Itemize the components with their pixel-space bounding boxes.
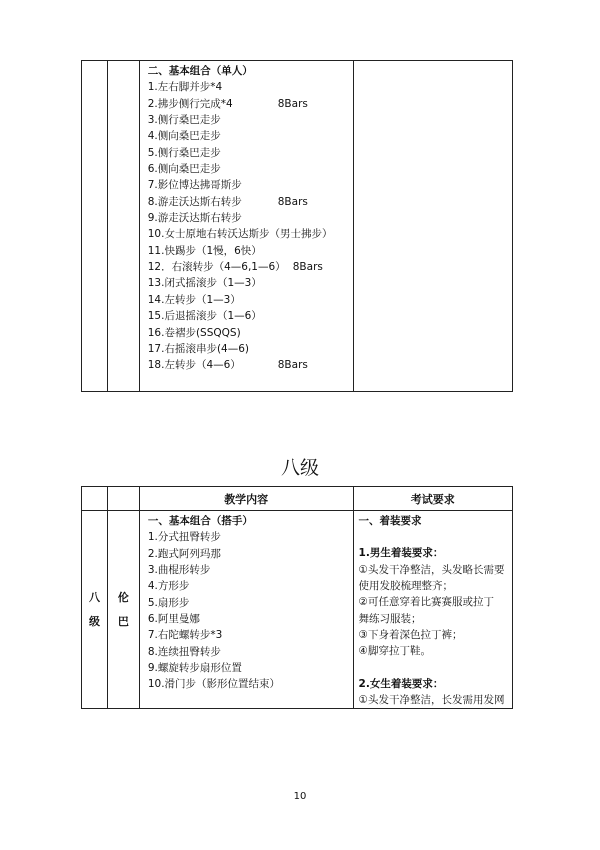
dance-char: 伦 [117,590,129,604]
female-title: 2.女生着装要求： [358,677,444,690]
combo-list [140,61,353,374]
bars-count: 8Bars [277,195,308,208]
dance-cell [107,61,139,392]
list-item [148,96,353,112]
table-row [82,61,513,392]
requirements-cell [353,511,512,709]
list-item-text: 12．右滚转步（4—6,1—6） [147,261,286,274]
level-cell [82,511,108,709]
list-item-text: 4.侧向桑巴走步 [147,130,221,143]
list-item: 6.阿里曼娜 [147,613,200,626]
list-item: 2.跑式阿列玛那 [147,547,221,560]
list-item-text: 14.左转步（1—3） [147,293,241,306]
list-item: 1.分式扭臀转步 [147,531,221,544]
list-item: 10.滑门步（影形位置结束） [147,678,281,691]
requirement-line: ④脚穿拉丁鞋。 [358,645,431,658]
list-item-text: 15.后退摇滚步（1—6） [147,310,262,323]
header-empty-2 [107,487,139,511]
list-item-text: 2.拂步侧行完成*4 [147,97,233,110]
dance-char: 巴 [117,614,129,628]
list-item [148,161,353,177]
list-item: 7.右陀螺转步*3 [147,629,223,642]
page-number: 10 [293,791,307,802]
list-item [148,243,353,259]
header-content: 教学内容 [139,487,353,511]
requirement-line: ①头发干净整洁，长发需用发网 [358,694,505,707]
requirement-line: 舞练习服装； [358,612,422,625]
list-item: 5.扇形步 [147,596,190,609]
requirements-title: 一、着装要求 [358,515,422,527]
list-item [148,357,353,373]
list-item-text: 17.右摇滚串步(4—6) [147,342,250,355]
requirement-line: ②可任意穿着比赛赛服或拉丁 [358,596,494,609]
list-item: 8.连续扭臀转步 [147,645,221,658]
list-item [148,226,353,242]
combo-items [148,79,353,373]
list-item [148,177,353,193]
level-cell [82,61,108,392]
list-item [148,292,353,308]
table-row [82,511,513,709]
list-item-text: 16.卷褶步(SSQQS) [147,326,241,339]
list-item [148,194,353,210]
level-table [81,486,513,709]
section-title: 一、基本组合（搭手） [147,515,253,527]
list-item: 9.螺旋转步扇形位置 [147,662,242,675]
male-title: 1.男生着装要求： [358,547,444,560]
requirement-line: ③下身着深色拉丁裤； [358,629,463,642]
spacer [359,529,512,545]
section-title: 二、基本组合（单人） [147,65,253,77]
level-char: 级 [88,614,100,628]
content-cell [139,61,353,392]
list-item [148,325,353,341]
list-item-text: 1.左右脚并步*4 [147,81,223,94]
list-item [148,79,353,95]
list-item-text: 6.侧向桑巴走步 [147,163,221,176]
combo-list [140,511,353,693]
bars-count: 8Bars [292,261,323,274]
list-item-text: 3.侧行桑巴走步 [147,114,221,127]
list-item: 4.方形步 [147,580,190,593]
content-cell [139,511,353,709]
requirements-cell [353,61,512,392]
header-requirements: 考试要求 [353,487,512,511]
list-item-text: 10.女士原地右转沃达斯步（男士拂步） [147,228,333,241]
list-item-text: 11.快踢步（1慢，6快） [147,244,262,257]
list-item-text: 13.闭式摇滚步（1—3） [147,277,262,290]
dance-cell [107,511,139,709]
list-item [148,210,353,226]
header-row [82,487,513,511]
header-empty-1 [82,487,108,511]
list-item-text: 18.左转步（4—6） [147,359,241,372]
list-item [148,128,353,144]
level-title: 八级 [280,457,319,479]
list-item: 3.曲棍形转步 [147,564,211,577]
requirement-line: ①头发干净整洁，头发略长需要 [358,563,505,576]
bars-count: 8Bars [277,97,308,110]
list-item [148,259,353,275]
bars-count: 8Bars [277,359,308,372]
list-item-text: 5.侧行桑巴走步 [147,146,221,159]
list-item-text: 7.影位博达拂哥斯步 [147,179,242,192]
list-item [148,275,353,291]
requirements-text [354,511,512,708]
list-item [148,308,353,324]
spacer [359,660,512,676]
list-item [148,145,353,161]
list-item [148,341,353,357]
top-table [81,60,513,392]
list-item-text: 8.游走沃达斯右转步 [147,195,242,208]
list-item-text: 9.游走沃达斯右转步 [147,212,242,225]
requirement-line: 使用发胶梳理整齐； [358,580,454,593]
list-item [148,112,353,128]
level-char: 八 [88,590,100,604]
